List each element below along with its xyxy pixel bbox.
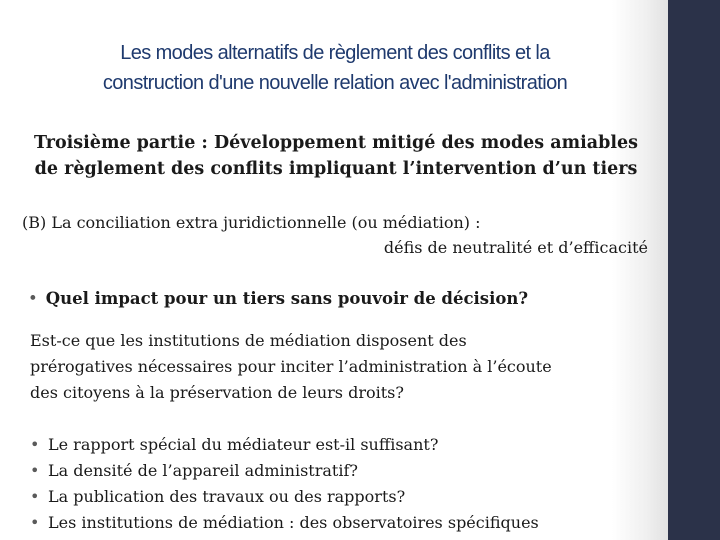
section-heading-line-2: défis de neutralité et d’efficacité [383,238,648,257]
list-item-text: La publication des travaux ou des rapports? [48,487,406,506]
part-heading-line-2: de règlement des conflits impliquant l’intervention d’un tiers [34,159,638,179]
list-item-text: Les institutions de médiation : des observatoires spécifiques [48,513,539,532]
body-paragraph-line-1: Est-ce que les institutions de médiation disposent des [30,331,467,350]
list-item [30,458,650,484]
body-paragraph [30,328,650,406]
slide-title-line-2: construction d'une nouvelle relation avec l'administration [102,72,568,94]
section-heading-line-1: (B) La conciliation extra juridictionnelle (ou médiation) : [22,213,481,232]
bullet-list [30,432,650,536]
body-paragraph-line-2: prérogatives nécessaires pour inciter l’administration à l’écoute [30,357,552,376]
body-paragraph-line-3: des citoyens à la préservation de leurs droits? [30,383,404,402]
section-heading [22,210,648,260]
part-heading-line-1: Troisième partie : Développement mitigé des modes amiables [34,133,638,153]
bullet-icon: • [30,461,40,480]
list-item-text: Le rapport spécial du médiateur est-il suffisant? [48,435,439,454]
bullet-icon: • [30,435,40,454]
list-item [30,432,650,458]
list-item-text: La densité de l’appareil administratif? [48,461,358,480]
key-question-text: Quel impact pour un tiers sans pouvoir de décision? [45,289,529,308]
key-question [28,286,648,312]
slide-title-line-1: Les modes alternatifs de règlement des conflits et la [120,42,550,64]
part-heading [10,130,662,182]
list-item [30,484,650,510]
bullet-icon: • [30,513,40,532]
side-accent-bar [668,0,720,540]
list-item [30,510,650,536]
slide-title [20,38,650,98]
bullet-icon: • [28,289,38,308]
bullet-icon: • [30,487,40,506]
